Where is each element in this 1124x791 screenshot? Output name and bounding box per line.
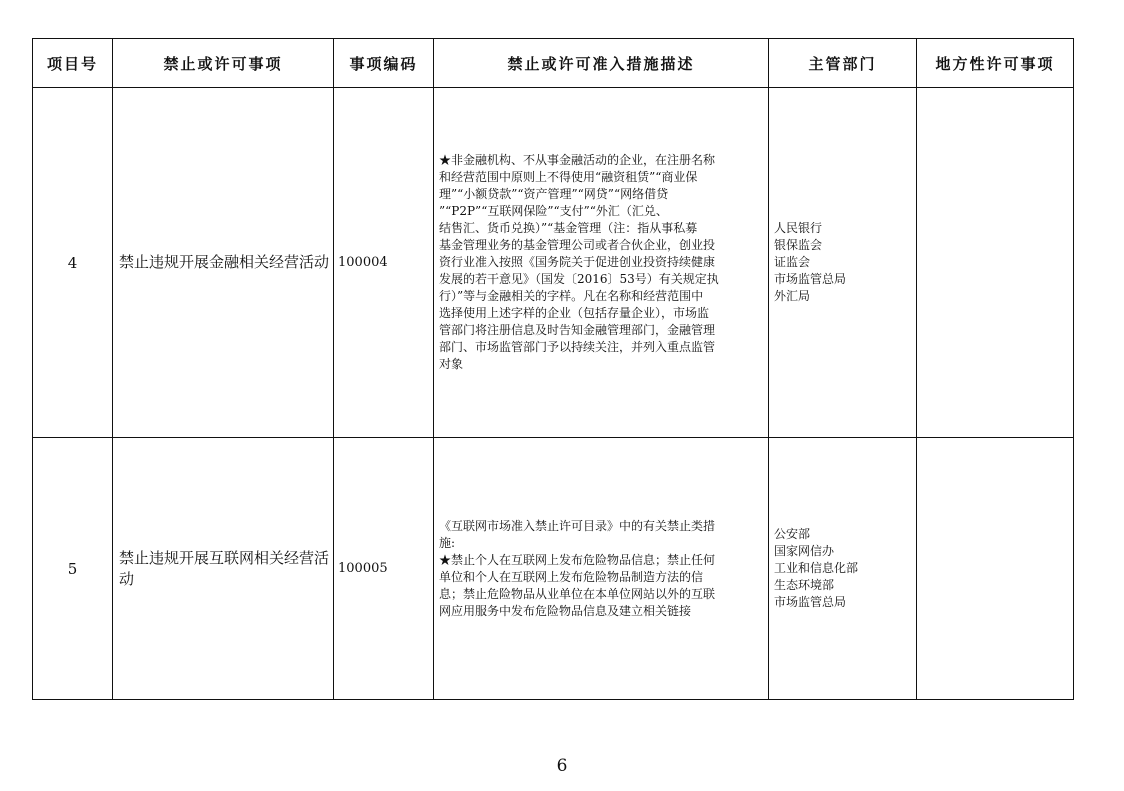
department-name: 生态环境部 (774, 578, 835, 592)
header-row (33, 39, 1074, 88)
header-department: 主管部门 (769, 39, 917, 88)
item-departments (769, 88, 917, 438)
department-name: 工业和信息化部 (774, 561, 859, 575)
description-line: 对象 (439, 357, 464, 371)
description-line: 资行业准入按照《国务院关于促进创业投资持续健康 (439, 255, 716, 269)
description-line: 发展的若干意见》（国发〔2016〕53号）有关规定执 (439, 272, 719, 286)
item-code: 100005 (334, 438, 434, 700)
header-description: 禁止或许可准入措施描述 (434, 39, 769, 88)
description-line: 理”“小额贷款”“资产管理”“网贷”“网络借贷 (439, 187, 669, 201)
description-line: ”“P2P”“互联网保险”“支付”“外汇（汇兑、 (439, 204, 668, 218)
description-line: 《互联网市场准入禁止许可目录》中的有关禁止类措 (439, 518, 716, 533)
department-name: 市场监管总局 (774, 272, 847, 286)
description-line: ★非金融机构、不从事金融活动的企业，在注册名称 (439, 153, 716, 167)
permit-table (32, 38, 1074, 700)
description-line: 行）”等与金融相关的字样。凡在名称和经营范围中 (439, 289, 704, 303)
header-local-permit: 地方性许可事项 (917, 39, 1074, 88)
item-local-permit (917, 88, 1074, 438)
description-line: 施: (439, 535, 456, 550)
table-row (33, 88, 1074, 438)
description-line: 单位和个人在互联网上发布危险物品制造方法的信 (439, 569, 704, 584)
description-line: 结售汇、货币兑换）”“基金管理（注：指从事私募 (439, 221, 698, 235)
item-local-permit (917, 438, 1074, 700)
item-description (434, 438, 769, 700)
description-line: 管部门将注册信息及时告知金融管理部门，金融管理 (439, 323, 716, 337)
department-name: 国家网信办 (774, 544, 835, 558)
item-code: 100004 (334, 88, 434, 438)
description-line: 和经营范围中原则上不得使用“融资租赁”“商业保 (439, 170, 698, 184)
table-row (33, 438, 1074, 700)
item-name: 禁止违规开展互联网相关经营活动 (113, 438, 334, 700)
page-number: 6 (556, 756, 568, 776)
item-name: 禁止违规开展金融相关经营活动 (113, 88, 334, 438)
item-description (434, 88, 769, 438)
header-item-name: 禁止或许可事项 (113, 39, 334, 88)
description-line: 息；禁止危险物品从业单位在本单位网站以外的互联 (439, 586, 716, 601)
description-line: ★禁止个人在互联网上发布危险物品信息；禁止任何 (439, 552, 716, 567)
department-name: 人民银行 (774, 221, 823, 235)
department-name: 公安部 (774, 527, 811, 541)
item-number: 5 (33, 438, 113, 700)
header-item-code: 事项编码 (334, 39, 434, 88)
description-line: 部门、市场监管部门予以持续关注，并列入重点监管 (439, 340, 716, 354)
item-departments (769, 438, 917, 700)
item-number: 4 (33, 88, 113, 438)
department-name: 银保监会 (774, 238, 823, 252)
department-name: 外汇局 (774, 289, 811, 303)
description-line: 基金管理业务的基金管理公司或者合伙企业，创业投 (439, 238, 716, 252)
description-line: 网应用服务中发布危险物品信息及建立相关链接 (439, 603, 692, 618)
department-name: 市场监管总局 (774, 595, 847, 609)
description-line: 选择使用上述字样的企业（包括存量企业），市场监 (439, 306, 710, 320)
department-name: 证监会 (774, 255, 811, 269)
header-item-no: 项目号 (33, 39, 113, 88)
